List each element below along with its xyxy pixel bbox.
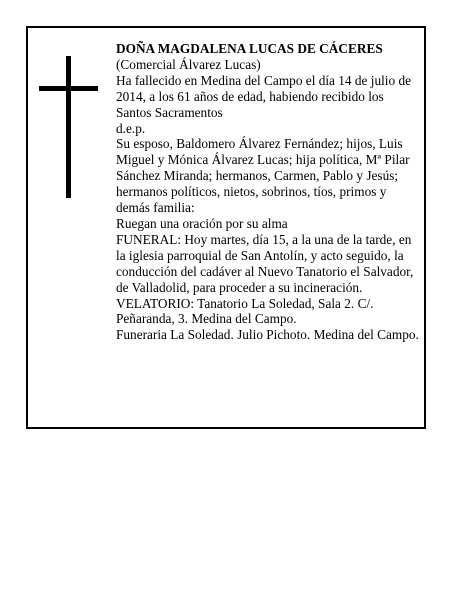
cross-horizontal-bar xyxy=(39,86,98,91)
business-subtitle: (Comercial Álvarez Lucas) xyxy=(116,56,261,72)
funeral-home-info: Funeraria La Soledad. Julio Pichoto. Medina del Campo. xyxy=(116,327,419,343)
funeral-info: FUNERAL: Hoy martes, día 15, a la una de la tarde, en la iglesia parroquial de San Antolín, y acto seguido, la conducción del cadáver al Nuevo Tanatorio el Salvador, de Valladolid, para proceder a su incineración. xyxy=(116,231,414,295)
wake-info: VELATORIO: Tanatorio La Soledad, Sala 2. C/. Peñaranda, 3. Medina del Campo. xyxy=(116,295,374,327)
prayer-request: Ruegan una oración por su alma xyxy=(116,215,288,231)
cross-vertical-bar xyxy=(66,56,71,198)
obituary-text xyxy=(116,41,422,343)
deceased-name: DOÑA MAGDALENA LUCAS DE CÁCERES xyxy=(116,41,383,56)
death-announcement: Ha fallecido en Medina del Campo el día 14 de julio de 2014, a los 61 años de edad, habiendo recibido los Santos Sacramentos xyxy=(116,72,412,120)
family-list: Su esposo, Baldomero Álvarez Fernández; hijos, Luis Miguel y Mónica Álvarez Lucas; hija política, Mª Pilar Sánchez Miranda; hermanos, Carmen, Pablo y Jesús; hermanos políticos, nietos, sobrinos, tíos, primos y demás familia: xyxy=(116,136,410,216)
dep-text: d.e.p. xyxy=(116,120,146,136)
obituary-notice xyxy=(26,26,426,429)
